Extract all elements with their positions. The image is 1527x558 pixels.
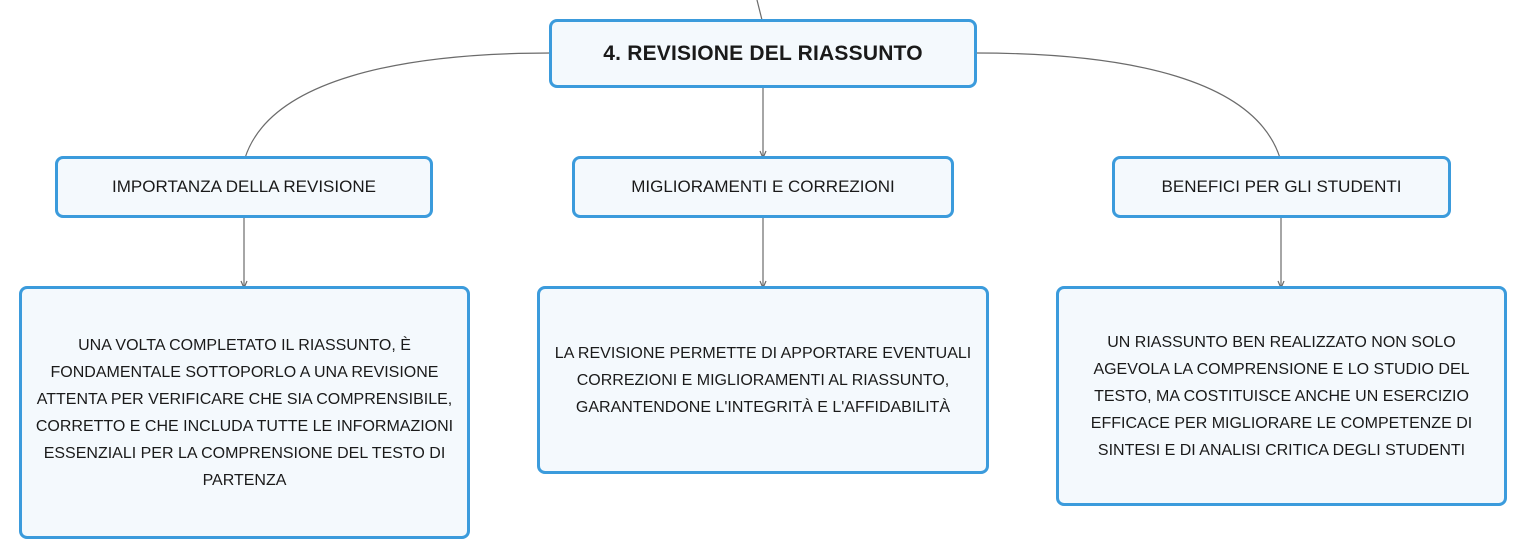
branch-node-importanza[interactable]	[55, 156, 433, 218]
branch-node-benefici[interactable]	[1112, 156, 1451, 218]
detail-node-text: UN RIASSUNTO BEN REALIZZATO NON SOLO AGEVOLA LA COMPRENSIONE E LO STUDIO DEL TESTO, MA COSTITUISCE ANCHE UN ESERCIZIO EFFICACE PER MIGLIORARE LE COMPETENZE DI SINTESI E DI ANALISI CRITICA DEGLI STUDENTI	[1090, 333, 1473, 459]
detail-node-importanza[interactable]	[19, 286, 470, 539]
detail-node-text: UNA VOLTA COMPLETATO IL RIASSUNTO, È FONDAMENTALE SOTTOPORLO A UNA REVISIONE ATTENTA PER VERIFICARE CHE SIA COMPRENSIBILE, CORRETTO E CHE INCLUDA TUTTE LE INFORMAZIONI ESSENZIALI PER LA COMPRENSIONE DEL TESTO DI PARTENZA	[35, 336, 454, 489]
detail-node-text: LA REVISIONE PERMETTE DI APPORTARE EVENTUALI CORREZIONI E MIGLIORAMENTI AL RIASSUNTO, GARANTENDONE L'INTEGRITÀ E L'AFFIDABILITÀ	[554, 344, 972, 416]
root-node-label: 4. REVISIONE DEL RIASSUNTO	[603, 41, 923, 65]
detail-node-miglioramenti[interactable]	[537, 286, 989, 474]
connector-root-to-benefici	[976, 53, 1280, 158]
branch-node-label: BENEFICI PER GLI STUDENTI	[1161, 177, 1402, 196]
detail-node-benefici[interactable]	[1056, 286, 1507, 506]
branch-node-label: MIGLIORAMENTI E CORREZIONI	[631, 177, 895, 196]
branch-node-miglioramenti[interactable]	[572, 156, 954, 218]
connector-root-to-importanza	[245, 53, 551, 158]
connector-parent-to-root	[757, 0, 762, 20]
branch-node-label: IMPORTANZA DELLA REVISIONE	[112, 177, 376, 196]
root-node[interactable]	[549, 19, 977, 88]
